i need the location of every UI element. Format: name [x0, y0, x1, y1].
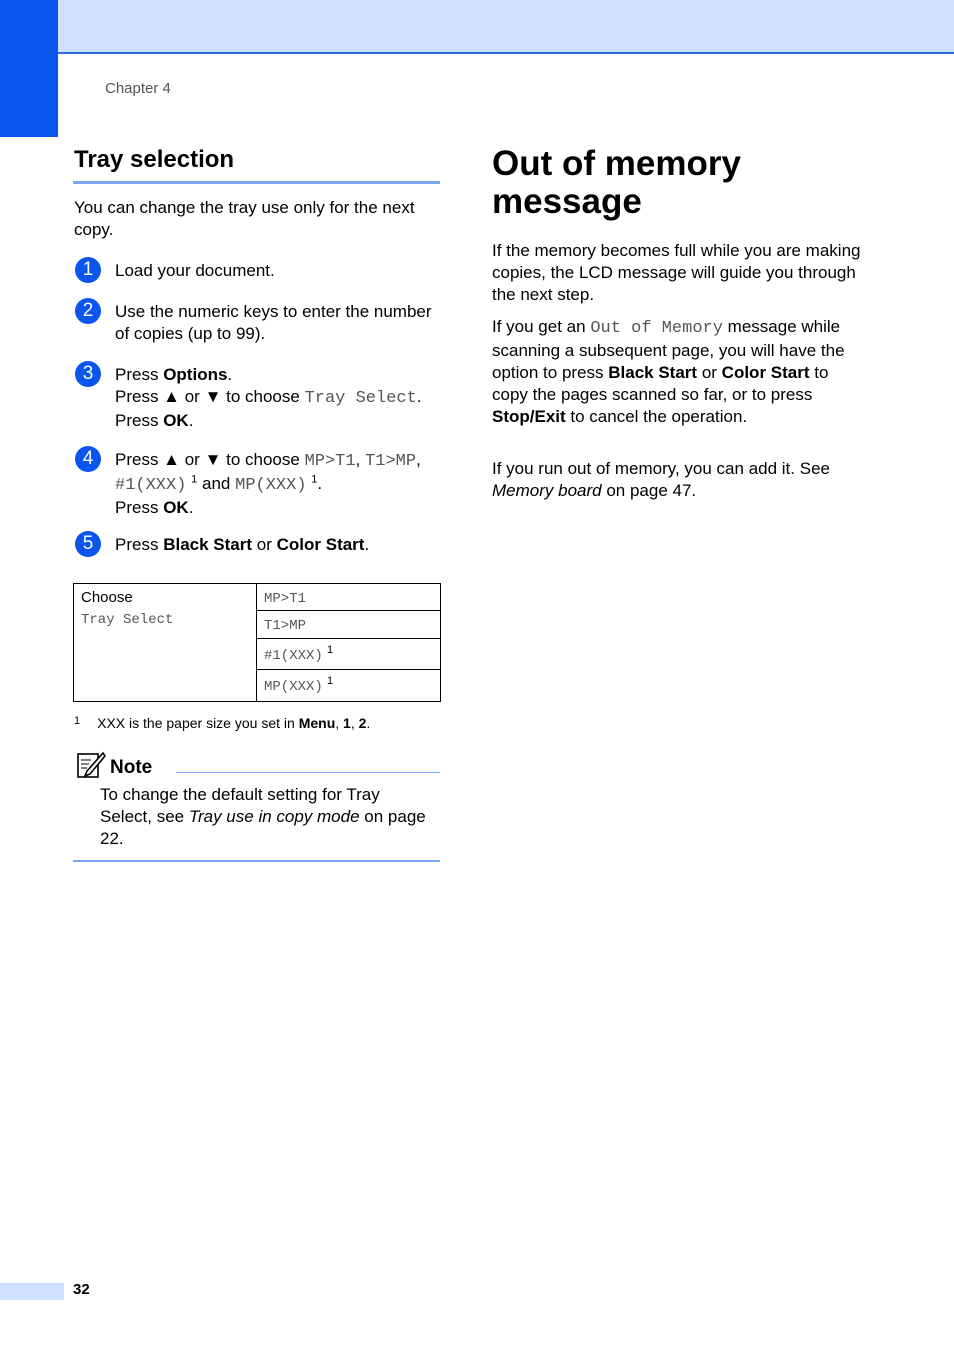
section-heading-tray-selection: Tray selection — [74, 146, 235, 173]
header-band — [0, 0, 954, 54]
table-option-cell: T1>MP — [257, 611, 441, 639]
chapter-label: Chapter 4 — [105, 80, 171, 97]
step-2-text: Use the numeric keys to enter the number of copies (up to 99). — [115, 302, 432, 343]
tray-intro: You can change the tray use only for the next copy. — [74, 198, 415, 239]
chapter-tab — [0, 0, 58, 137]
memory-paragraph-3: If you run out of memory, you can add it. See Memory board on page 47. — [492, 459, 830, 500]
step-number-badge: 2 — [75, 298, 101, 324]
page-number-band — [0, 1283, 64, 1300]
table-option-cell: MP>T1 — [257, 584, 441, 611]
step-3-text: Press Options. Press ▲ or ▼ to choose Tray Select. Press OK. — [115, 365, 422, 430]
note-body: To change the default setting for Tray Select, see Tray use in copy mode on page 22. — [100, 785, 426, 848]
table-setting-cell: Choose Tray Select — [74, 584, 257, 702]
note-title: Note — [110, 757, 153, 778]
footnote: $^1$ XXX is the paper size you set in Menu, 1, 2. — [74, 715, 371, 731]
note-link[interactable]: Tray use in copy mode — [188, 807, 360, 826]
note-rule — [176, 772, 440, 773]
step-number-badge: 1 — [75, 257, 101, 283]
tray-options-table — [73, 583, 441, 702]
memory-board-link[interactable]: Memory board — [492, 481, 602, 500]
page-number: 32 — [73, 1281, 90, 1298]
step-5-text: Press Black Start or Color Start. — [115, 535, 370, 554]
section-heading-out-of-memory: Out of memory message — [492, 144, 741, 221]
step-4-text: Press ▲ or ▼ to choose MP>T1, T1>MP, #1(XXX) $^1$ and MP(XXX) $^1$. Press OK. — [115, 450, 421, 517]
memory-paragraph-1: If the memory becomes full while you are making copies, the LCD message will guide you through the next step. — [492, 241, 861, 304]
memory-paragraph-2: If you get an Out of Memory message while scanning a subsequent page, you will have the option to press Black Start or Color Start to copy the pages scanned so far, or to press Stop/Exit to cancel the operation. — [492, 317, 845, 426]
heading-rule — [73, 181, 440, 184]
note-icon — [76, 751, 106, 779]
step-number-badge: 4 — [75, 446, 101, 472]
step-number-badge: 5 — [75, 531, 101, 557]
step-1-text: Load your document. — [115, 261, 275, 280]
table-option-cell: #1(XXX) $^1$ — [257, 639, 441, 670]
step-number-badge: 3 — [75, 361, 101, 387]
note-rule — [73, 860, 440, 862]
table-option-cell: MP(XXX) $^1$ — [257, 670, 441, 702]
